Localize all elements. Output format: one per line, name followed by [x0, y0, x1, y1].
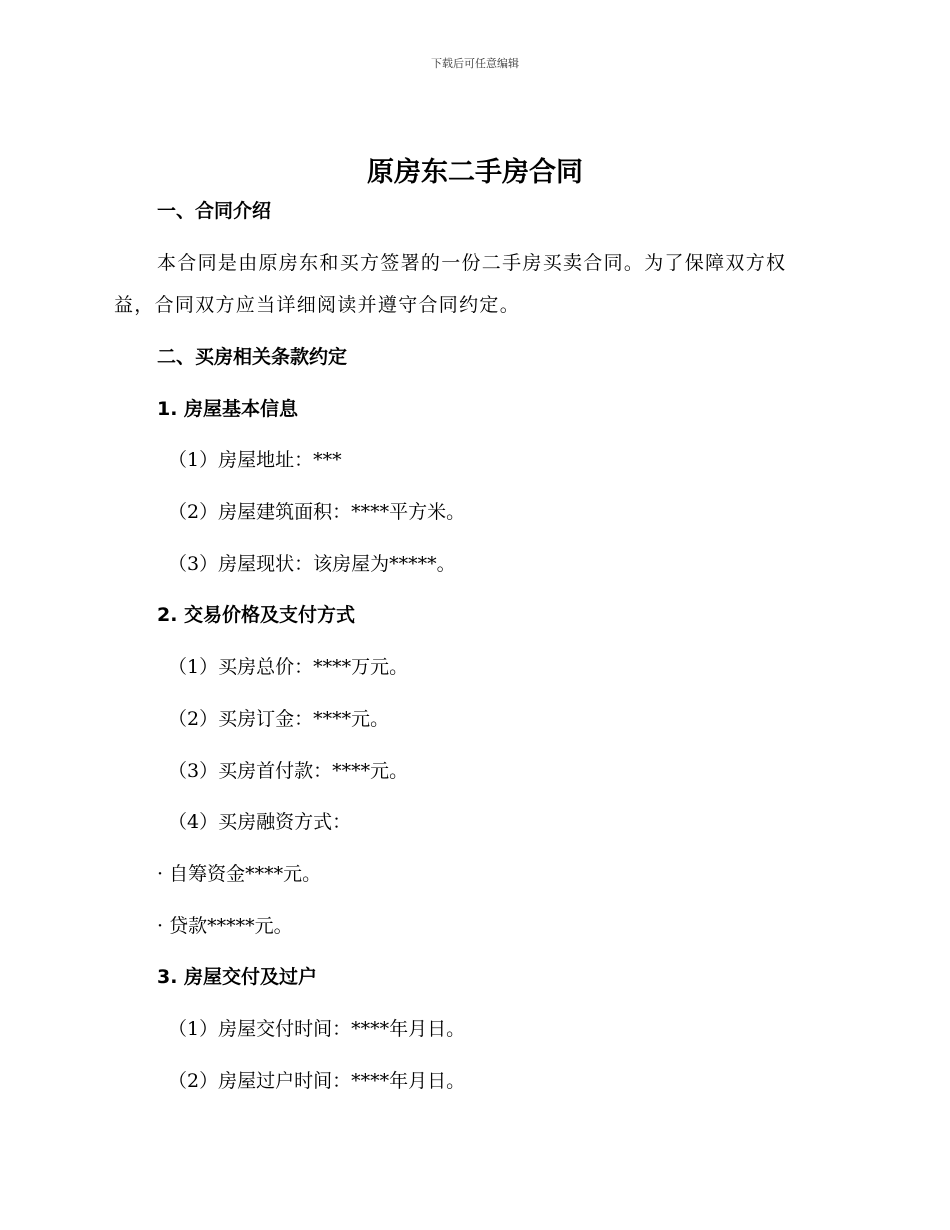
- document-title: 原房东二手房合同: [367, 157, 583, 188]
- delivery-time-item: （1）房屋交付时间：****年月日。: [168, 1018, 466, 1040]
- loan-bullet: · 贷款*****元。: [157, 915, 293, 937]
- deposit-item: （2）买房订金：****元。: [168, 708, 390, 730]
- section-2-heading: 二、买房相关条款约定: [157, 346, 348, 368]
- down-payment-item: （3）买房首付款：****元。: [168, 760, 409, 782]
- total-price-item: （1）买房总价：****万元。: [168, 656, 409, 678]
- header-note: 下载后可任意编辑: [431, 57, 519, 70]
- house-address-item: （1）房屋地址：***: [168, 449, 342, 471]
- self-funding-bullet: · 自筹资金****元。: [157, 863, 322, 885]
- subsection-3-heading: 3. 房屋交付及过户: [157, 966, 318, 988]
- house-area-item: （2）房屋建筑面积：****平方米。: [168, 501, 466, 523]
- section-1-paragraph-line-1: 本合同是由原房东和买方签署的一份二手房买卖合同。为了保障双方权: [157, 252, 787, 274]
- section-1-paragraph-line-2: 益，合同双方应当详细阅读并遵守合同约定。: [114, 294, 521, 316]
- transfer-time-item: （2）房屋过户时间：****年月日。: [168, 1070, 466, 1092]
- subsection-1-heading: 1. 房屋基本信息: [157, 398, 299, 420]
- section-1-heading: 一、合同介绍: [157, 200, 272, 222]
- financing-method-item: （4）买房融资方式：: [168, 811, 352, 833]
- house-status-item: （3）房屋现状：该房屋为*****。: [168, 553, 456, 575]
- subsection-2-heading: 2. 交易价格及支付方式: [157, 604, 356, 626]
